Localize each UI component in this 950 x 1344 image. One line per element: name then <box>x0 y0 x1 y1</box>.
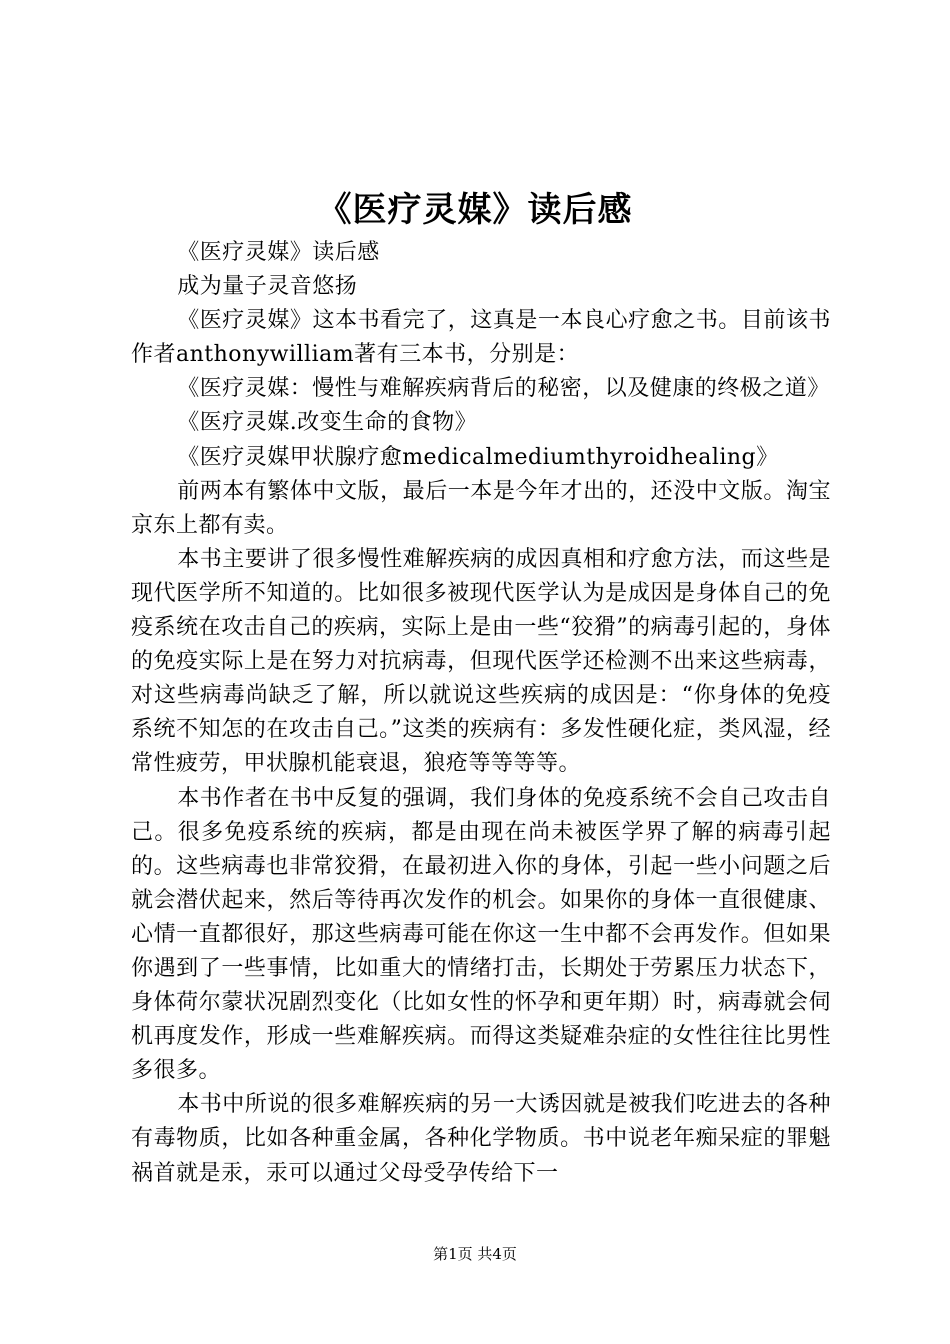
paragraph: 《医疗灵媒》这本书看完了，这真是一本良心疗愈之书。目前该书作者anthonywilliam著有三本书，分别是： <box>131 308 831 368</box>
paragraph-book-title: 《医疗灵媒.改变生命的食物》 <box>177 410 478 436</box>
paragraph-heading: 《医疗灵媒》读后感 <box>177 240 380 265</box>
paragraph-book-title: 《医疗灵媒：慢性与难解疾病背后的秘密，以及健康的终极之道》 <box>177 376 830 402</box>
paragraph: 本书作者在书中反复的强调，我们身体的免疫系统不会自己攻击自己。很多免疫系统的疾病，都是由现在尚未被医学界了解的病毒引起的。这些病毒也非常狡猾，在最初进入你的身体，引起一些小问题之后就会潜伏起来，然后等待再次发作的机会。如果你的身体一直很健康、心情一直都很好，那这些病毒可能在你这一生中都不会再发作。但如果你遇到了一些事情，比如重大的情绪打击，长期处于劳累压力状态下，身体荷尔蒙状况剧烈变化（比如女性的怀孕和更年期）时，病毒就会伺机再度发作，形成一些难解疾病。而得这类疑难杂症的女性往往比男性多很多。 <box>131 785 831 1084</box>
paragraph-book-title: 《医疗灵媒甲状腺疗愈medicalmediumthyroidhealing》 <box>177 444 779 470</box>
paragraph: 本书中所说的很多难解疾病的另一大诱因就是被我们吃进去的各种有毒物质，比如各种重金属，各种化学物质。书中说老年痴呆症的罪魁祸首就是汞，汞可以通过父母受孕传给下一 <box>131 1092 831 1186</box>
paragraph: 本书主要讲了很多慢性难解疾病的成因真相和疗愈方法，而这些是现代医学所不知道的。比如很多被现代医学认为是成因是身体自己的免疫系统在攻击自己的疾病，实际上是由一些“狡猾”的病毒引起的，身体的免疫实际上是在努力对抗病毒，但现代医学还检测不出来这些病毒，对这些病毒尚缺乏了解，所以就说这些疾病的成因是：“你身体的免疫系统不知怎的在攻击自己。”这类的疾病有：多发性硬化症，类风湿，经常性疲劳，甲状腺机能衰退，狼疮等等等等。 <box>131 546 831 777</box>
paragraph: 前两本有繁体中文版，最后一本是今年才出的，还没中文版。淘宝京东上都有卖。 <box>131 478 831 538</box>
document-body <box>131 236 831 1191</box>
document-title: 《医疗灵媒》读后感 <box>317 190 633 230</box>
page-number-footer: 第1页 共4页 <box>433 1245 517 1263</box>
paragraph-author: 成为量子灵音悠扬 <box>177 274 358 300</box>
